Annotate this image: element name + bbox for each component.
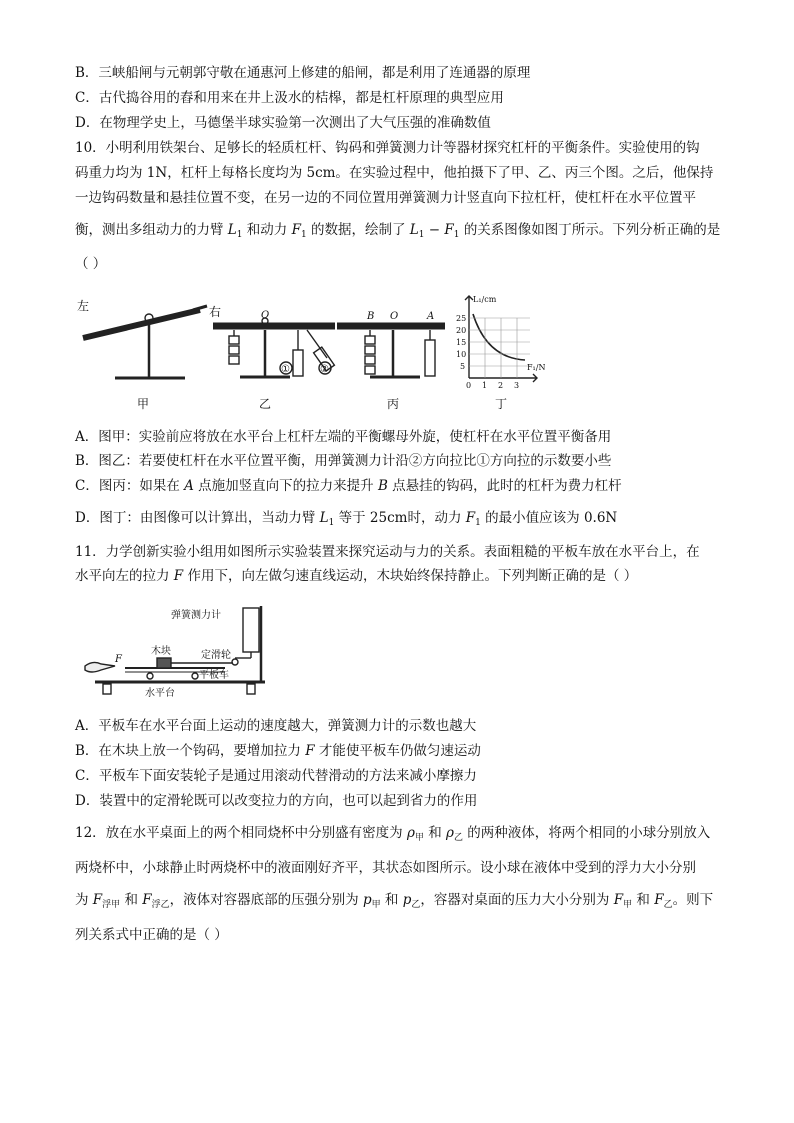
q12-line1: 12．放在水平桌面上的两个相同烧杯中分别盛有密度为 $\rho_甲$ 和 $\rho_乙$ 的两种液体，将两个相同的小球分别放入 bbox=[75, 825, 711, 843]
svg-text:3: 3 bbox=[514, 381, 520, 390]
label-force-f: F bbox=[115, 654, 122, 665]
q11-option-a: A．平板车在水平台面上运动的速度越大，弹簧测力计的示数也越大 bbox=[75, 718, 477, 734]
svg-text:0: 0 bbox=[466, 381, 472, 390]
q11-option-c: C．平板车下面安装轮子是通过用滚动代替滑动的方法来减小摩擦力 bbox=[75, 768, 477, 784]
label-table: 水平台 bbox=[145, 688, 175, 699]
q11-line2: 水平向左的拉力 F 作用下，向左做匀速直线运动，木块始终保持静止。下列判断正确的是（ ） bbox=[75, 568, 638, 584]
label-spring-scale: 弹簧测力计 bbox=[171, 610, 221, 621]
option-d-prev: D．在物理学史上，马德堡半球实验第一次测出了大气压强的准确数值 bbox=[75, 115, 491, 131]
label-cart: 平板车 bbox=[199, 670, 229, 681]
q10-line1: 10．小明利用铁架台、足够长的轻质杠杆、钩码和弹簧测力计等器材探究杠杆的平衡条件。实验使用的钩 bbox=[75, 140, 700, 156]
caption-yi: 乙 bbox=[259, 397, 272, 411]
q11-option-b: B．在木块上放一个钩码，要增加拉力 F 才能使平板车仍做匀速运动 bbox=[75, 743, 481, 759]
q10-figure bbox=[75, 288, 545, 414]
q11-option-d: D．装置中的定滑轮既可以改变拉力的方向，也可以起到省力的作用 bbox=[75, 793, 478, 809]
option-b-prev: B．三峡船闸与元朝郭守敬在通惠河上修建的船闸，都是利用了连通器的原理 bbox=[75, 65, 531, 81]
q10-answer-paren: （ ） bbox=[75, 256, 107, 272]
q10-line3: 一边钩码数量和悬挂位置不变，在另一边的不同位置用弹簧测力计竖直向下拉杠杆，使杠杆在水平位置平 bbox=[75, 190, 696, 206]
caption-ding: 丁 bbox=[495, 397, 508, 411]
option-c-prev: C．古代捣谷用的舂和用来在井上汲水的桔槔，都是杠杆原理的典型应用 bbox=[75, 90, 504, 106]
svg-text:2: 2 bbox=[498, 381, 504, 390]
svg-text:O: O bbox=[261, 310, 270, 321]
svg-text:5: 5 bbox=[460, 362, 466, 371]
svg-text:①: ① bbox=[281, 364, 290, 375]
q10-option-c: C．图丙：如果在 A 点施加竖直向下的拉力来提升 B 点悬挂的钩码，此时的杠杆为费力杠杆 bbox=[75, 478, 622, 494]
q10-option-d: D．图丁：由图像可以计算出，当动力臂 $L_1$ 等于 25cm时，动力 $F_1$ 的最小值应该为 0.6N bbox=[75, 510, 618, 528]
svg-text:O: O bbox=[390, 311, 399, 322]
q10-line4: 衡，测出多组动力的力臂 $L_1$ 和动力 $F_1$ 的数据，绘制了 $L_1 - F_1$ 的关系图像如图丁所示。下列分析正确的是 bbox=[75, 222, 721, 240]
caption-bing: 丙 bbox=[387, 397, 400, 411]
q11-figure bbox=[75, 596, 275, 706]
svg-text:A: A bbox=[427, 311, 435, 322]
q10-option-a: A．图甲：实验前应将放在水平台上杠杆左端的平衡螺母外旋，使杠杆在水平位置平衡备用 bbox=[75, 429, 612, 445]
svg-text:F₁/N: F₁/N bbox=[527, 363, 545, 372]
svg-text:1: 1 bbox=[482, 381, 488, 390]
svg-text:L₁/cm: L₁/cm bbox=[473, 295, 497, 304]
svg-text:25: 25 bbox=[456, 314, 467, 323]
label-block: 木块 bbox=[151, 646, 171, 657]
fig-label-right: 右 bbox=[209, 305, 222, 319]
q10-line2: 码重力均为 1N，杠杆上每格长度均为 5cm。在实验过程中，他拍摄下了甲、乙、丙三个图。之后，他保持 bbox=[75, 165, 714, 181]
fig-label-left: 左 bbox=[77, 299, 90, 313]
q12-line4: 列关系式中正确的是（ ） bbox=[75, 927, 228, 943]
caption-jia: 甲 bbox=[137, 397, 150, 411]
q11-line1: 11．力学创新实验小组用如图所示实验装置来探究运动与力的关系。表面粗糙的平板车放在水平台上，在 bbox=[75, 544, 700, 560]
q10-option-b: B．图乙：若要使杠杆在水平位置平衡，用弹簧测力计沿②方向拉比①方向拉的示数要小些 bbox=[75, 453, 612, 469]
svg-text:10: 10 bbox=[456, 350, 467, 359]
svg-text:B: B bbox=[367, 311, 375, 322]
svg-text:20: 20 bbox=[456, 326, 467, 335]
svg-text:15: 15 bbox=[456, 338, 467, 347]
q12-line2: 两烧杯中，小球静止时两烧杯中的液面刚好齐平，其状态如图所示。设小球在液体中受到的浮力大小分别 bbox=[75, 860, 696, 876]
svg-text:②: ② bbox=[320, 364, 329, 375]
q12-line3: 为 $F_{浮甲}$ 和 $F_{浮乙}$，液体对容器底部的压强分别为 $p_甲$ 和 $p_乙$，容器对桌面的压力大小分别为 $F_甲$ 和 $F_乙$。则下 bbox=[75, 892, 714, 910]
label-pulley: 定滑轮 bbox=[201, 650, 231, 661]
